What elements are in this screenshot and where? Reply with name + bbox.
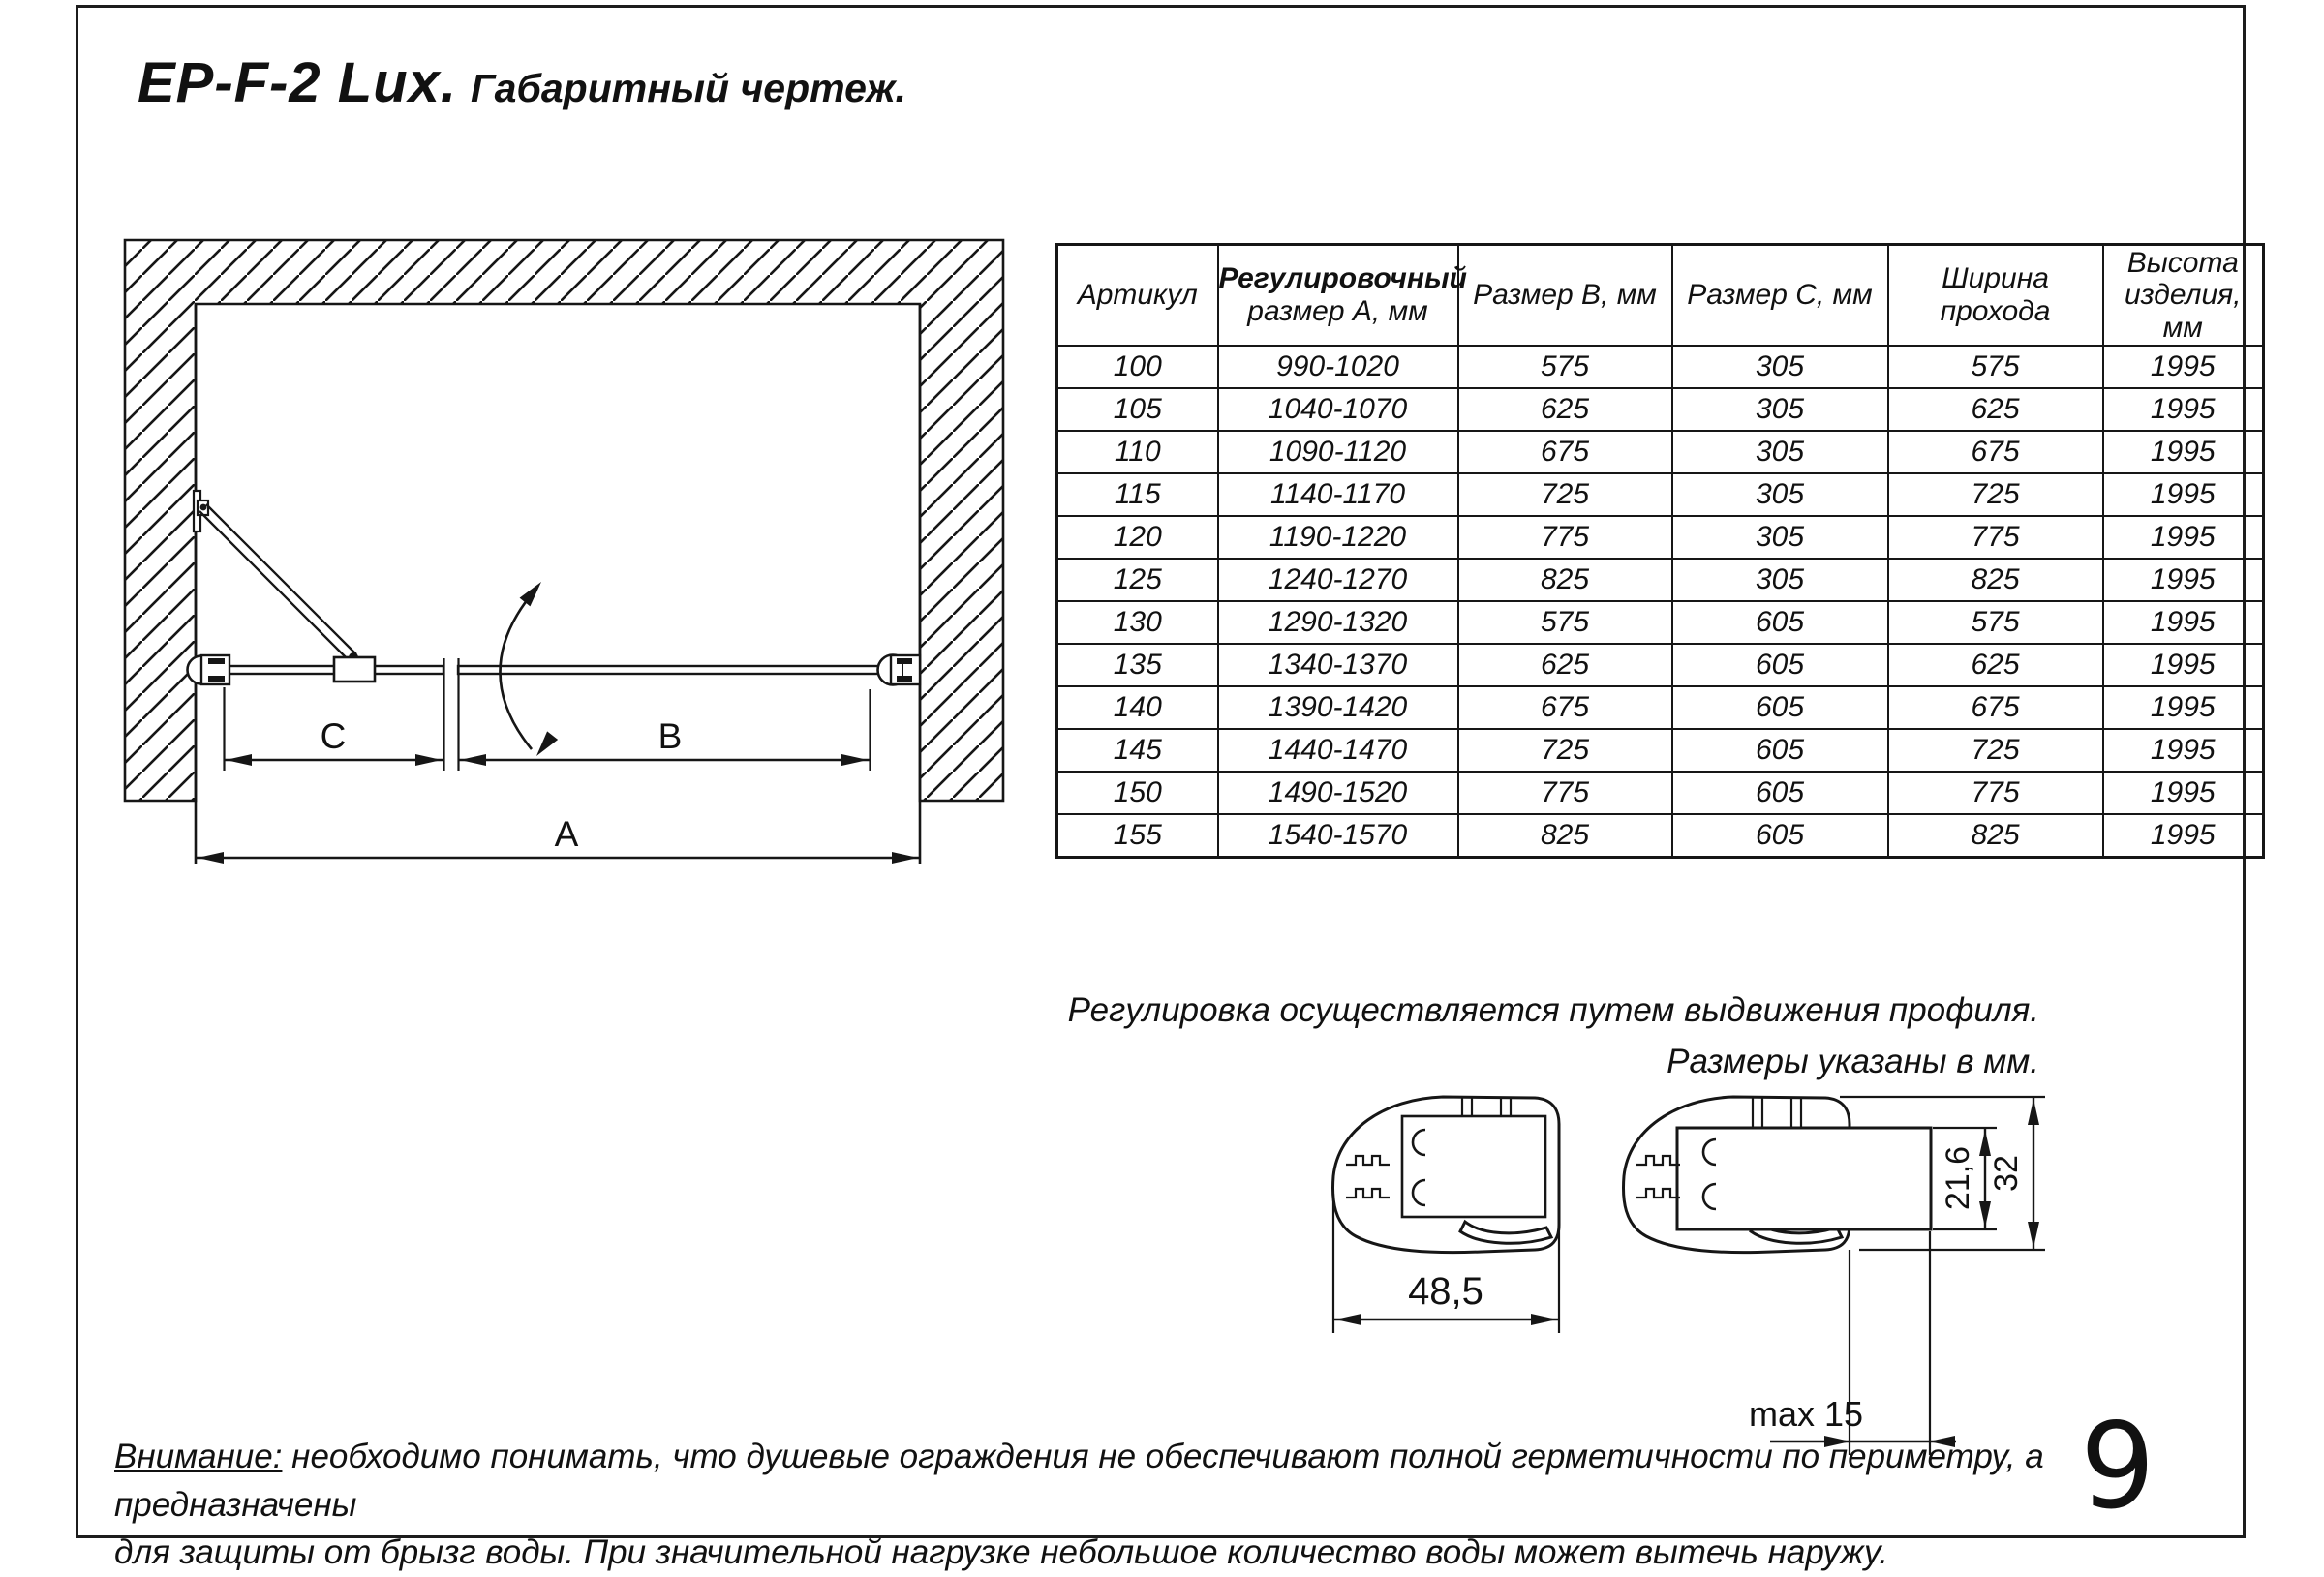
table-row — [1057, 729, 2264, 772]
warning-label: Внимание: — [114, 1438, 283, 1475]
table-cell: 775 — [1458, 516, 1672, 559]
table-cell: 120 — [1057, 516, 1218, 559]
dim-label-48-5: 48,5 — [1408, 1270, 1483, 1313]
table-cell: 145 — [1057, 729, 1218, 772]
dimensional-drawing — [116, 223, 1036, 881]
table-cell: 725 — [1888, 473, 2103, 516]
table-row — [1057, 516, 2264, 559]
dim-max-15 — [1749, 1231, 1956, 1455]
table-cell: 305 — [1672, 346, 1888, 388]
table-row — [1057, 388, 2264, 431]
table-cell: 675 — [1888, 431, 2103, 473]
profile-sections-drawing — [1317, 1079, 2082, 1467]
table-cell: 105 — [1057, 388, 1218, 431]
table-cell: 725 — [1458, 473, 1672, 516]
table-cell: 130 — [1057, 601, 1218, 644]
table-cell: 575 — [1888, 346, 2103, 388]
table-cell: 825 — [1888, 559, 2103, 601]
table-cell: 825 — [1458, 814, 1672, 858]
table-cell: 1995 — [2103, 772, 2264, 814]
right-profile-detail-top — [897, 658, 912, 664]
table-cell: 775 — [1888, 516, 2103, 559]
left-profile-detail-top — [208, 658, 225, 664]
note-line1: Регулировка осуществляется путем выдвижения профиля. — [1067, 991, 2039, 1029]
door-panel-glass — [458, 666, 878, 674]
table-cell: 1995 — [2103, 686, 2264, 729]
table-cell: 825 — [1888, 814, 2103, 858]
table-cell: 135 — [1057, 644, 1218, 686]
table-cell: 1190-1220 — [1218, 516, 1458, 559]
table-cell: 1995 — [2103, 388, 2264, 431]
table-cell: 1995 — [2103, 431, 2264, 473]
table-cell: 1390-1420 — [1218, 686, 1458, 729]
table-cell: 625 — [1458, 388, 1672, 431]
table-row — [1057, 346, 2264, 388]
dim-b-arrow-right — [841, 754, 868, 766]
table-cell: 125 — [1057, 559, 1218, 601]
dim-c-arrow-left — [226, 754, 252, 766]
table-row — [1057, 772, 2264, 814]
table-cell: 605 — [1672, 814, 1888, 858]
col-header-size-a: Регулировочный размер А, мм — [1218, 245, 1458, 347]
dim-label-c: C — [320, 716, 347, 756]
table-cell: 305 — [1672, 559, 1888, 601]
table-header-row — [1057, 245, 2264, 347]
swing-arrow-top — [520, 578, 547, 607]
table-cell: 305 — [1672, 516, 1888, 559]
dim-label-21-6: 21,6 — [1940, 1145, 1976, 1211]
table-cell: 1995 — [2103, 601, 2264, 644]
page-number: 9 — [2080, 1398, 2156, 1535]
table-row — [1057, 431, 2264, 473]
table-cell: 625 — [1458, 644, 1672, 686]
table-cell: 1340-1370 — [1218, 644, 1458, 686]
col-header-size-b: Размер В, мм — [1458, 245, 1672, 347]
left-profile-detail-bottom — [208, 676, 225, 682]
table-cell: 110 — [1057, 431, 1218, 473]
table-cell: 605 — [1672, 772, 1888, 814]
table-cell: 1440-1470 — [1218, 729, 1458, 772]
table-cell: 1995 — [2103, 473, 2264, 516]
table-cell: 605 — [1672, 686, 1888, 729]
dim-a-arrow-left — [198, 852, 224, 864]
table-row — [1057, 559, 2264, 601]
table-cell: 1995 — [2103, 644, 2264, 686]
warning-line1: Внимание: необходимо понимать, что душевые ограждения не обеспечивают полной герметичности по периметру, а предназначены — [114, 1438, 2044, 1524]
table-cell: 1995 — [2103, 729, 2264, 772]
table-cell: 675 — [1458, 431, 1672, 473]
profile-section-right — [1623, 1097, 1931, 1253]
brace-pin-dot — [200, 504, 207, 511]
table-cell: 1490-1520 — [1218, 772, 1458, 814]
table-cell: 775 — [1458, 772, 1672, 814]
table-cell: 1090-1120 — [1218, 431, 1458, 473]
spec-table — [1055, 243, 2265, 859]
title-block — [138, 50, 906, 115]
col-header-height: Высота изделия, мм — [2103, 245, 2264, 347]
wall-hatch — [125, 240, 1003, 801]
table-cell: 1240-1270 — [1218, 559, 1458, 601]
table-cell: 725 — [1458, 729, 1672, 772]
table-cell: 140 — [1057, 686, 1218, 729]
brace-connector-block — [334, 657, 375, 682]
table-row — [1057, 644, 2264, 686]
table-cell: 990-1020 — [1218, 346, 1458, 388]
table-cell: 150 — [1057, 772, 1218, 814]
table-row — [1057, 686, 2264, 729]
table-cell: 605 — [1672, 601, 1888, 644]
dim-b-arrow-left — [460, 754, 486, 766]
table-cell: 625 — [1888, 644, 2103, 686]
table-cell: 305 — [1672, 388, 1888, 431]
table-cell: 775 — [1888, 772, 2103, 814]
dim-c-arrow-right — [415, 754, 442, 766]
table-cell: 1995 — [2103, 814, 2264, 858]
table-cell: 605 — [1672, 644, 1888, 686]
table-cell: 625 — [1888, 388, 2103, 431]
dim-label-a: A — [554, 814, 579, 854]
table-cell: 155 — [1057, 814, 1218, 858]
table-cell: 100 — [1057, 346, 1218, 388]
support-bar-edge1 — [206, 504, 356, 654]
table-cell: 305 — [1672, 431, 1888, 473]
table-cell: 575 — [1458, 346, 1672, 388]
table-cell: 575 — [1888, 601, 2103, 644]
table-cell: 675 — [1888, 686, 2103, 729]
dim-a-arrow-right — [892, 852, 918, 864]
table-cell: 305 — [1672, 473, 1888, 516]
col-header-pass-width: Ширина прохода — [1888, 245, 2103, 347]
table-body — [1057, 346, 2264, 858]
warning-text — [114, 1433, 2128, 1577]
right-profile-detail-bottom — [897, 676, 912, 682]
col-header-articul: Артикул — [1057, 245, 1218, 347]
page-title: EP-F-2 Lux. — [138, 51, 458, 114]
swing-arrow-bottom — [531, 731, 558, 760]
table-row — [1057, 601, 2264, 644]
extended-profile — [1677, 1128, 1931, 1229]
note-line2: Размеры указаны в мм. — [1667, 1042, 2039, 1080]
adjustment-notes — [1065, 986, 2039, 1087]
col-header-size-c: Размер С, мм — [1672, 245, 1888, 347]
table-cell: 1540-1570 — [1218, 814, 1458, 858]
table-cell: 725 — [1888, 729, 2103, 772]
table-cell: 1040-1070 — [1218, 388, 1458, 431]
table-cell: 115 — [1057, 473, 1218, 516]
support-bar-edge2 — [199, 511, 350, 661]
dim-label-32: 32 — [1988, 1155, 2025, 1192]
table-cell: 825 — [1458, 559, 1672, 601]
table-row — [1057, 814, 2264, 858]
table-cell: 1995 — [2103, 559, 2264, 601]
warning-line2: для защиты от брызг воды. При значительной нагрузке небольшое количество воды может вытечь наружу. — [114, 1533, 1888, 1572]
page-subtitle: Габаритный чертеж. — [471, 66, 906, 110]
dim-label-b: B — [657, 716, 683, 756]
table-cell: 1995 — [2103, 346, 2264, 388]
table-cell: 605 — [1672, 729, 1888, 772]
table-cell: 675 — [1458, 686, 1672, 729]
table-cell: 575 — [1458, 601, 1672, 644]
table-cell: 1290-1320 — [1218, 601, 1458, 644]
table-cell: 1140-1170 — [1218, 473, 1458, 516]
profile-section-left — [1332, 1097, 1559, 1253]
table-cell: 1995 — [2103, 516, 2264, 559]
dim-label-max-15: max 15 — [1748, 1394, 1864, 1434]
table-row — [1057, 473, 2264, 516]
